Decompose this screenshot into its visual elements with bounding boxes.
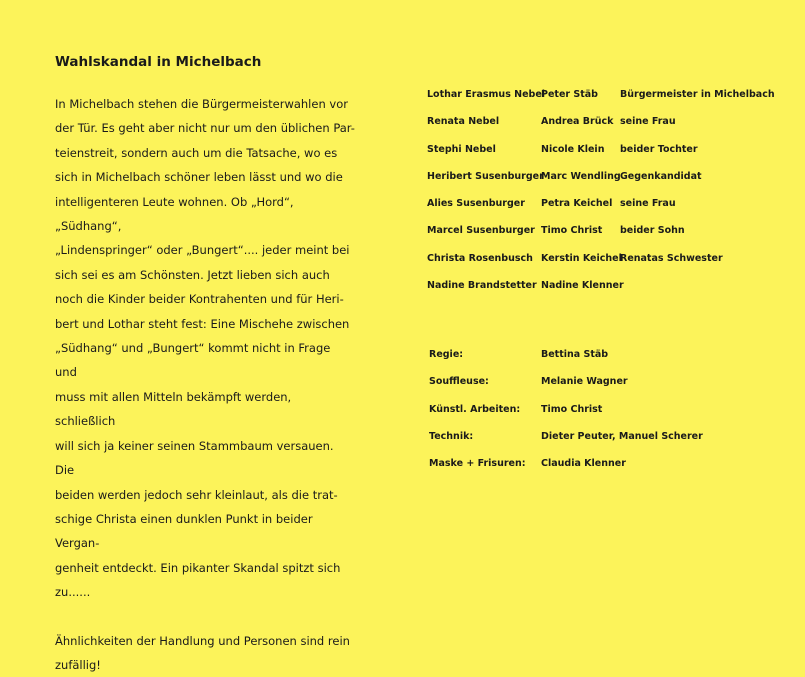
crew-job: Technik: [429,430,474,442]
story-line: intelligenteren Leute wohnen. Ob „Hord“, „Südhang“, [55,194,294,234]
crew-row [429,458,769,485]
cast-description: Renatas Schwester [620,252,723,264]
story-line: sich sei es am Schönsten. Jetzt lieben sich auch [55,267,330,282]
story-line: genheit entdeckt. Ein pikanter Skandal spitzt sich [55,560,341,575]
cast-row [427,144,787,171]
story-line: teienstreit, sondern auch um die Tatsache, wo es [55,145,338,160]
cast-description: Bürgermeister in Michelbach [620,89,775,100]
story-line: beiden werden jedoch sehr kleinlaut, als die trat- [55,487,338,502]
crew-job: Souffleuse: [429,376,489,388]
cast-role: Alies Susenburger [427,198,525,210]
cast-description: beider Sohn [620,225,685,237]
cast-actor: Nadine Klenner [541,280,624,292]
crew-row [429,376,769,403]
cast-row [427,198,787,225]
cast-row [427,116,787,143]
story-line: In Michelbach stehen die Bürgermeisterwahlen vor [55,97,348,111]
disclaimer-line: zufällig! [55,657,101,672]
cast-role: Nadine Brandstetter [427,280,537,292]
crew-row [429,404,769,431]
story-line: zu...... [55,585,91,600]
cast-description: Gegenkandidat [620,170,702,182]
cast-row [427,253,787,280]
crew-name: Bettina Stäb [541,349,609,360]
cast-row [427,89,787,116]
cast-description: beider Tochter [620,143,698,155]
disclaimer-line: Ähnlichkeiten der Handlung und Personen sind rein [55,633,350,648]
crew-name: Melanie Wagner [541,376,628,388]
cast-list [427,89,787,307]
cast-actor: Andrea Brück [541,116,614,128]
cast-role: Renata Nebel [427,116,500,128]
cast-actor: Peter Stäb [541,89,598,100]
cast-role: Marcel Susenburger [427,225,535,237]
cast-role: Heribert Susenburger [427,170,544,182]
cast-description: seine Frau [620,116,676,128]
crew-job: Maske + Frisuren: [429,458,526,470]
crew-row [429,431,769,458]
crew-row [429,349,769,376]
crew-name: Dieter Peuter, Manuel Scherer [541,430,703,442]
crew-name: Claudia Klenner [541,458,626,470]
cast-actor: Marc Wendling [541,170,621,182]
cast-actor: Kerstin Keichel [541,252,622,264]
disclaimer [55,629,355,677]
crew-list [429,349,769,485]
cast-actor: Nicole Klein [541,143,605,155]
cast-actor: Petra Keichel [541,198,613,210]
story-line: muss mit allen Mitteln bekämpft werden, schließlich [55,389,292,429]
story-text [55,92,355,677]
story-line: „Südhang“ und „Bungert“ kommt nicht in Frage und [55,341,331,380]
cast-actor: Timo Christ [541,225,603,237]
cast-role: Lothar Erasmus Nebel [427,89,546,100]
story-line: der Tür. Es geht aber nicht nur um den üblichen Par- [55,121,355,136]
crew-job: Regie: [429,349,464,360]
cast-role: Christa Rosenbusch [427,252,533,264]
page-title: Wahlskandal in Michelbach [55,54,262,70]
story-body [55,92,355,605]
story-line: sich in Michelbach schöner leben lässt und wo die [55,170,343,185]
cast-description: seine Frau [620,198,676,210]
cast-row [427,225,787,252]
crew-job: Künstl. Arbeiten: [429,403,521,415]
cast-role: Stephi Nebel [427,143,496,155]
story-line: will sich ja keiner seinen Stammbaum versauen. Die [55,438,334,478]
story-line: bert und Lothar steht fest: Eine Mischehe zwischen [55,316,350,331]
story-line: schige Christa einen dunklen Punkt in beider Vergan- [55,511,313,551]
cast-row [427,171,787,198]
crew-name: Timo Christ [541,403,603,415]
story-line: noch die Kinder beider Kontrahenten und für Heri- [55,292,344,307]
story-line: „Lindenspringer“ oder „Bungert“.... jeder meint bei [55,243,350,258]
cast-row [427,280,787,307]
